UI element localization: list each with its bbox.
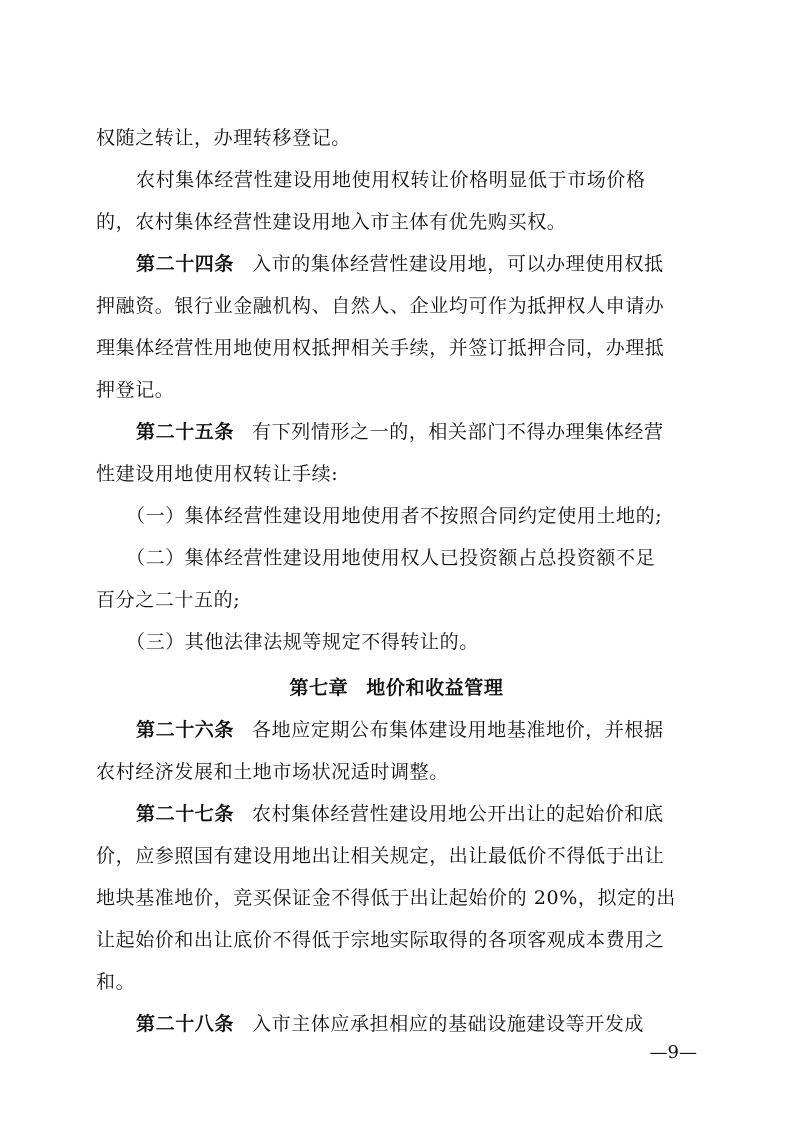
text-line: 百分之二十五的; [96,589,241,611]
article-27 [136,802,696,826]
article-26-label: 第二十六条 [136,719,235,741]
text-line: 地块基准地价，竞买保证金不得低于出让起始价的 20%，拟定的出 [96,887,676,909]
article-25 [136,420,696,444]
text-line: 农村经济发展和土地市场状况适时调整。 [96,761,449,783]
text-line: 押登记。 [96,379,175,401]
text-line: 理集体经营性用地使用权抵押相关手续，并签订抵押合同，办理抵 [96,337,665,359]
chapter-number: 第七章 [289,677,349,699]
chapter-title: 地价和收益管理 [366,677,504,699]
text-line: 农村集体经营性建设用地使用权转让价格明显低于市场价格 [136,169,646,191]
text-line: 和。 [96,971,136,993]
article-28 [136,1012,696,1036]
article-25-label: 第二十五条 [136,421,235,443]
text-line: 押融资。银行业金融机构、自然人、企业均可作为抵押权人申请办 [96,295,665,317]
text-line: 让起始价和出让底价不得低于宗地实际取得的各项客观成本费用之 [96,929,665,951]
article-27-label: 第二十七条 [136,803,235,825]
article-24-label: 第二十四条 [136,253,235,275]
page-number: —9— [649,1042,697,1063]
chapter-heading [0,676,793,700]
text-line: 的，农村集体经营性建设用地入市主体有优先购买权。 [96,211,567,233]
list-item-3: （三）其他法律法规等规定不得转让的。 [126,631,479,653]
text-line: 性建设用地使用权转让手续: [96,463,339,485]
article-24 [136,252,696,276]
article-27-text: 农村集体经营性建设用地公开出让的起始价和底 [252,803,664,825]
list-item-1: （一）集体经营性建设用地使用者不按照合同约定使用土地的; [126,505,663,527]
list-item-2: （二）集体经营性建设用地使用权人已投资额占总投资额不足 [126,547,656,569]
article-24-text: 入市的集体经营性建设用地，可以办理使用权抵 [252,253,664,275]
article-26 [136,718,696,742]
article-26-text: 各地应定期公布集体建设用地基准地价，并根据 [252,719,664,741]
article-28-text: 入市主体应承担相应的基础设施建设等开发成 [252,1013,645,1035]
text-line: 价，应参照国有建设用地出让相关规定，出让最低价不得低于出让 [96,845,665,867]
text-line: 权随之转让，办理转移登记。 [96,127,351,149]
article-28-label: 第二十八条 [136,1013,235,1035]
article-25-text: 有下列情形之一的，相关部门不得办理集体经营 [252,421,664,443]
